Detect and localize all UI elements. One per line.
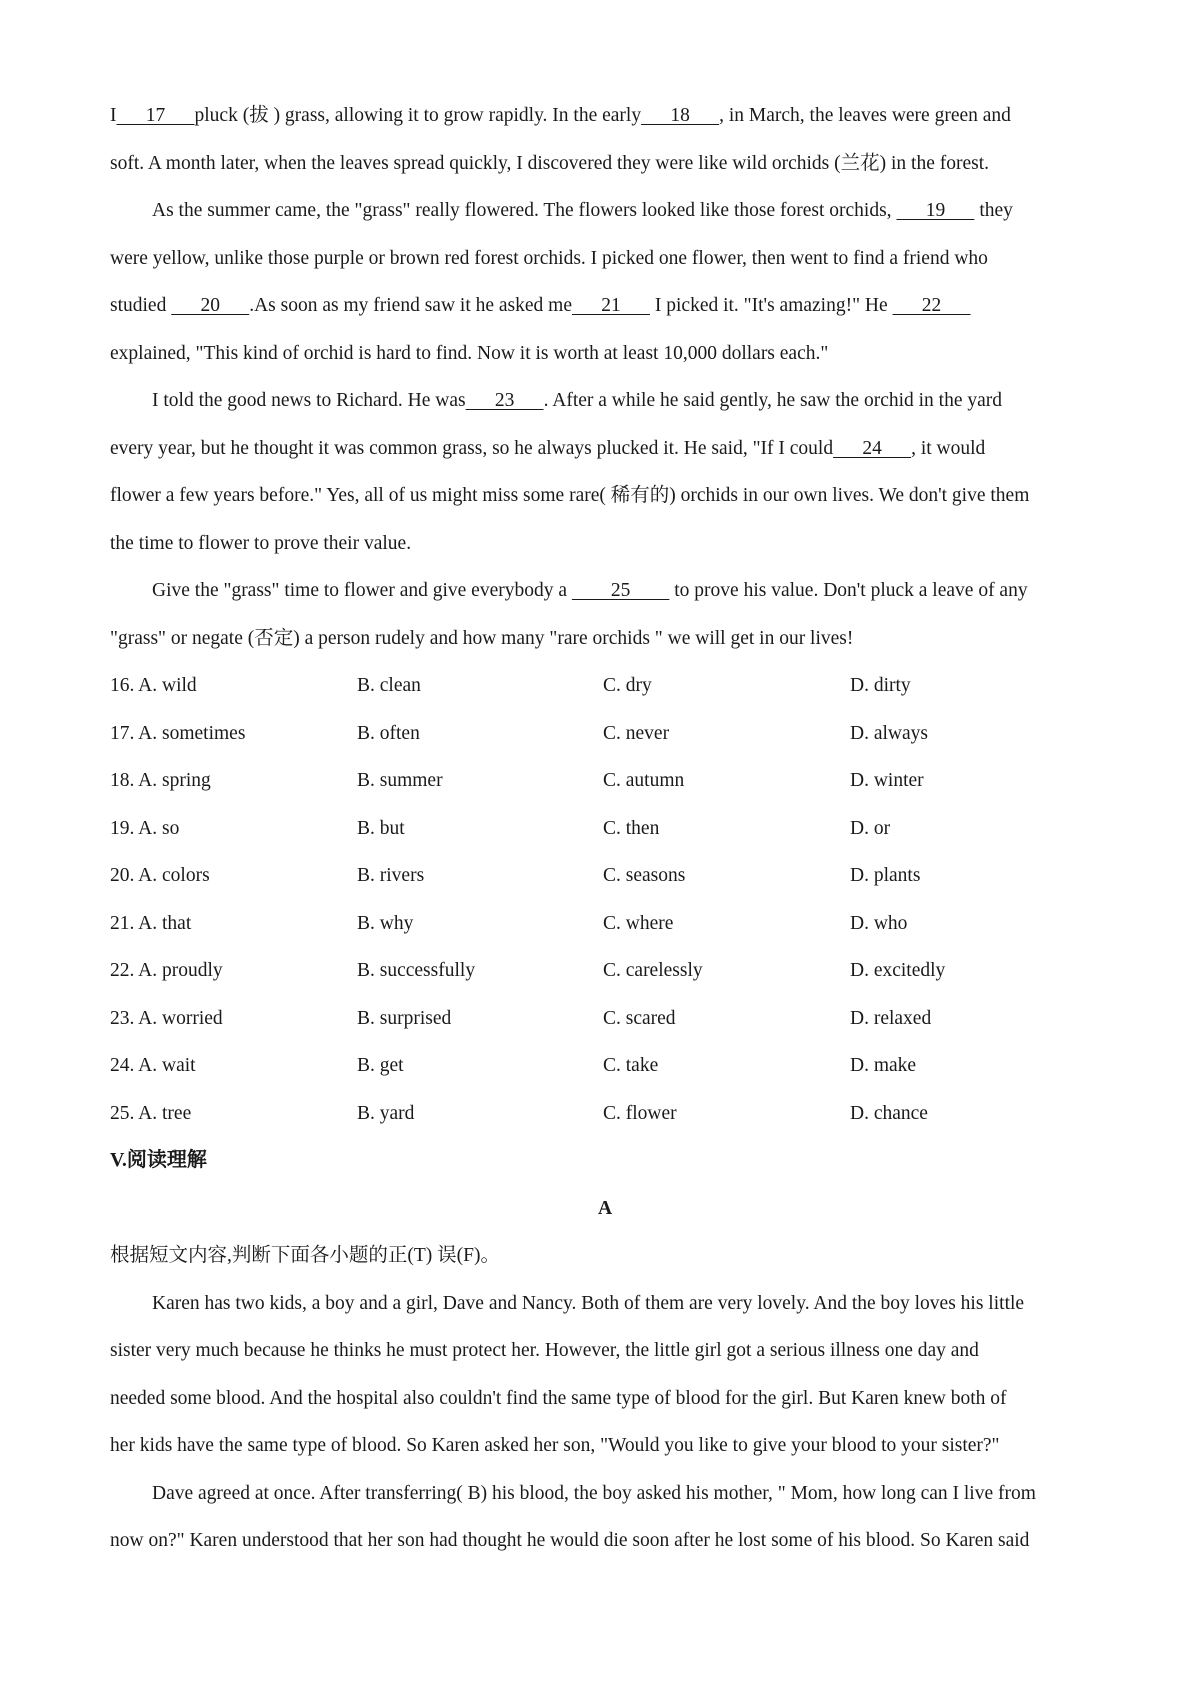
answer-options xyxy=(110,662,1100,1137)
cloze-text: As the summer came, the "grass" really flowered. The flowers looked like those forest orchids, xyxy=(152,200,897,221)
option-d: D. make xyxy=(850,1055,917,1076)
cloze-line xyxy=(110,567,1100,615)
blank: 25 xyxy=(571,580,670,601)
option-row xyxy=(110,757,1100,805)
cloze-line xyxy=(110,92,1100,140)
cloze-text: .As soon as my friend saw it he asked me xyxy=(249,295,572,316)
blank: 24 xyxy=(833,437,912,459)
cloze-line xyxy=(110,472,1100,520)
cloze-line xyxy=(110,615,1100,663)
option-a: 20. A. colors xyxy=(110,865,210,886)
option-b: B. surprised xyxy=(357,1007,452,1029)
option-row xyxy=(110,900,1100,948)
option-b: B. successfully xyxy=(357,960,476,981)
option-b: B. clean xyxy=(357,675,421,696)
cloze-text: pluck (拔 ) grass, allowing it to grow rapidly. In the early xyxy=(194,105,642,126)
reading-passage xyxy=(110,1280,1100,1565)
option-b: B. summer xyxy=(357,770,443,791)
reading-line: Karen has two kids, a boy and a girl, Dave and Nancy. Both of them are very lovely. And the boy loves his little xyxy=(152,1292,1025,1314)
reading-line: needed some blood. And the hospital also couldn't find the same type of blood for the girl. But Karen knew both of xyxy=(110,1387,1007,1409)
option-c: C. seasons xyxy=(603,865,686,886)
reading-line: now on?" Karen understood that her son had thought he would die soon after he lost some of his blood. So Karen said xyxy=(110,1530,1030,1551)
cloze-line xyxy=(110,425,1100,473)
cloze-text: . After a while he said gently, he saw the orchid in the yard xyxy=(543,390,1003,411)
reading-line: Dave agreed at once. After transferring( B) his blood, the boy asked his mother, " Mom, how long can I live from xyxy=(152,1482,1036,1504)
option-a: 19. A. so xyxy=(110,817,180,839)
cloze-line xyxy=(110,520,1100,568)
option-a: 22. A. proudly xyxy=(110,960,223,981)
option-row xyxy=(110,852,1100,900)
option-c: C. never xyxy=(603,722,670,744)
option-c: C. autumn xyxy=(603,770,685,791)
blank: 23 xyxy=(465,390,544,411)
option-row xyxy=(110,710,1100,758)
option-c: C. then xyxy=(603,817,660,839)
cloze-text: I told the good news to Richard. He was xyxy=(152,390,466,411)
option-b: B. rivers xyxy=(357,865,425,886)
cloze-line xyxy=(110,282,1100,330)
option-d: D. winter xyxy=(850,770,924,791)
option-d: D. excitedly xyxy=(850,960,946,981)
cloze-line xyxy=(110,377,1100,425)
cloze-text: they xyxy=(974,200,1013,221)
cloze-text: to prove his value. Don't pluck a leave of any xyxy=(669,580,1028,601)
cloze-text: studied xyxy=(110,295,172,316)
option-d: D. who xyxy=(850,912,908,934)
cloze-text: every year, but he thought it was common grass, so he always plucked it. He said, "If I could xyxy=(110,437,834,459)
option-b: B. get xyxy=(357,1055,404,1076)
cloze-text: , in March, the leaves were green and xyxy=(719,105,1011,126)
option-c: C. scared xyxy=(603,1007,676,1029)
cloze-text: were yellow, unlike those purple or brown red forest orchids. I picked one flower, then went to find a friend who xyxy=(110,247,988,269)
cloze-line xyxy=(110,330,1100,378)
option-c: C. where xyxy=(603,912,674,934)
option-c: C. take xyxy=(603,1055,659,1076)
option-a: 25. A. tree xyxy=(110,1102,192,1124)
option-d: D. relaxed xyxy=(850,1007,932,1029)
option-c: C. flower xyxy=(603,1102,677,1124)
cloze-line xyxy=(110,187,1100,235)
cloze-text: soft. A month later, when the leaves spread quickly, I discovered they were like wild orchids (兰花) in the forest. xyxy=(110,152,990,174)
option-c: C. dry xyxy=(603,675,652,696)
blank: 17 xyxy=(116,105,195,126)
cloze-text: the time to flower to prove their value. xyxy=(110,532,412,554)
option-row xyxy=(110,1042,1100,1090)
cloze-passage xyxy=(110,92,1100,662)
option-row xyxy=(110,995,1100,1043)
reading-line: her kids have the same type of blood. So Karen asked her son, "Would you like to give your blood to your sister?" xyxy=(110,1435,1000,1456)
option-a: 23. A. worried xyxy=(110,1007,223,1029)
section-title: V.阅读理解 xyxy=(110,1149,207,1171)
cloze-line xyxy=(110,140,1100,188)
option-d: D. always xyxy=(850,722,928,744)
document-content xyxy=(110,92,1100,1565)
blank: 21 xyxy=(572,295,650,316)
option-a: 18. A. spring xyxy=(110,770,211,791)
cloze-text: flower a few years before." Yes, all of us might miss some rare( 稀有的) orchids in our own lives. We don't give them xyxy=(110,485,1030,506)
blank: 22 xyxy=(892,295,971,316)
option-b: B. but xyxy=(357,817,405,839)
cloze-text: "grass" or negate (否定) a person rudely and how many "rare orchids " we will get in our lives! xyxy=(110,627,854,649)
cloze-text: I picked it. "It's amazing!" He xyxy=(650,295,893,316)
reading-line: sister very much because he thinks he must protect her. However, the little girl got a serious illness one day and xyxy=(110,1340,979,1361)
instruction-text: 根据短文内容,判断下面各小题的正(T) 误(F)。 xyxy=(110,1245,500,1266)
option-row xyxy=(110,805,1100,853)
subsection-title: A xyxy=(597,1197,613,1219)
cloze-text: explained, "This kind of orchid is hard to find. Now it is worth at least 10,000 dollars each." xyxy=(110,342,829,364)
option-c: C. carelessly xyxy=(603,960,703,981)
cloze-text: Give the "grass" time to flower and give everybody a xyxy=(152,580,572,601)
option-b: B. why xyxy=(357,912,414,934)
option-d: D. chance xyxy=(850,1102,928,1124)
option-b: B. yard xyxy=(357,1102,415,1124)
option-d: D. plants xyxy=(850,865,921,886)
blank: 20 xyxy=(171,295,250,316)
blank: 19 xyxy=(896,200,975,221)
option-a: 17. A. sometimes xyxy=(110,722,246,744)
cloze-text: I xyxy=(110,105,117,126)
cloze-line xyxy=(110,235,1100,283)
option-row xyxy=(110,1090,1100,1138)
cloze-text: , it would xyxy=(911,437,986,459)
option-row xyxy=(110,662,1100,710)
option-row xyxy=(110,947,1100,995)
option-d: D. or xyxy=(850,817,891,839)
option-a: 21. A. that xyxy=(110,912,192,934)
option-d: D. dirty xyxy=(850,675,911,696)
option-a: 16. A. wild xyxy=(110,675,197,696)
option-a: 24. A. wait xyxy=(110,1055,196,1076)
option-b: B. often xyxy=(357,722,420,744)
blank: 18 xyxy=(641,105,720,126)
